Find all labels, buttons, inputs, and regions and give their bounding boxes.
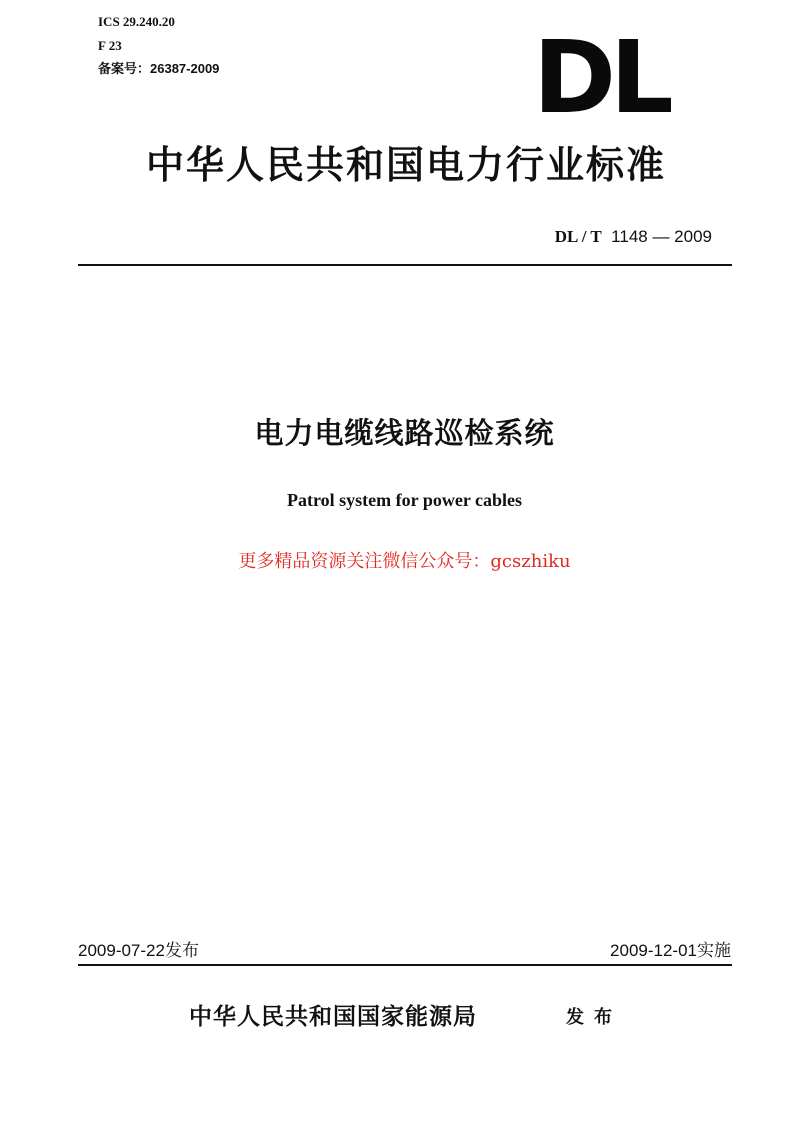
ics-code: ICS 29.240.20 bbox=[98, 14, 175, 29]
watermark-notice: 更多精品资源关注微信公众号：gcszhiku bbox=[238, 551, 571, 572]
publish-label: 发布 bbox=[566, 1007, 622, 1028]
footer-divider bbox=[78, 964, 732, 966]
issue-date: 2009-07-22发布 bbox=[78, 941, 199, 960]
standard-number bbox=[460, 226, 712, 248]
publisher-name: 中华人民共和国国家能源局 bbox=[189, 1004, 477, 1030]
category-code: F 23 bbox=[98, 38, 122, 53]
dl-logo: DL bbox=[533, 19, 668, 136]
record-number: 备案号：26387-2009 bbox=[98, 61, 220, 76]
document-title-en: Patrol system for power cables bbox=[287, 490, 522, 510]
industry-standard-title: 中华人民共和国电力行业标准 bbox=[145, 143, 666, 187]
implementation-date: 2009-12-01实施 bbox=[610, 941, 731, 960]
standard-code: 1148 — 2009 bbox=[611, 227, 712, 246]
header-divider bbox=[78, 264, 732, 266]
standard-prefix: DL / T bbox=[554, 227, 602, 246]
document-title-zh: 电力电缆线路巡检系统 bbox=[254, 416, 555, 450]
